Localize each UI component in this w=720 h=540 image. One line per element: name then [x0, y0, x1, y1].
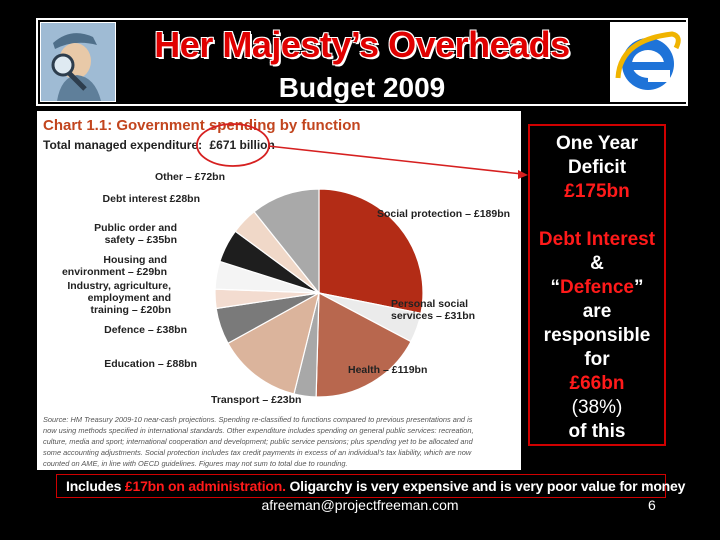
info-defence-line — [530, 276, 664, 300]
footer-note — [66, 478, 685, 494]
slide-title: Her Majesty’s Overheads — [154, 24, 570, 65]
slice-label: Debt interest £28bn — [102, 193, 200, 205]
slice-label: Other – £72bn — [154, 171, 225, 183]
info-ampersand: & — [590, 253, 604, 274]
total-expenditure-label: Total managed expenditure: — [43, 138, 203, 152]
quote-close: ” — [633, 277, 644, 298]
slice-label: Education – £88bn — [104, 358, 197, 370]
source-note-line: Source: HM Treasury 2009-10 near-cash projections. Spending re-classified to functions compared to previous presentations and is — [43, 415, 473, 424]
info-line-responsible: responsible — [543, 325, 651, 346]
source-note-line: counted on AME, in line with OECD guidelines. Figures may not sum to total due to rounding. — [43, 459, 348, 468]
page-number: 6 — [648, 497, 656, 513]
info-line-are: are — [582, 301, 612, 322]
deficit-amount: £175bn — [564, 181, 630, 202]
source-note-line: culture, media and sport; international cooperation and development; public service pensions; plus spending yet to be allocated and — [43, 437, 473, 446]
slice-label: Social protection – £189bn — [377, 208, 511, 220]
slice-label: Personal social services – £31bn — [391, 298, 476, 322]
slide-subtitle: Budget 2009 — [278, 72, 446, 103]
slice-label: Housing and environment – £29bn — [61, 254, 167, 278]
deficit-info-box — [528, 124, 666, 446]
slice-label: Public order and safety – £35bn — [94, 222, 177, 246]
quote-open: “ — [550, 277, 561, 298]
source-note-line: some accounting adjustments. Social protection includes tax credit payments in excess of an individual’s tax liability, which are now — [43, 448, 472, 457]
source-note-line: now using methods specified in international standards. Other expenditure includes spending on general public services: recreation, — [43, 426, 474, 435]
footer-post: Oligarchy is very expensive and is very poor value for money — [285, 478, 686, 494]
slice-label: Defence – £38bn — [104, 324, 187, 336]
footer-pre: Includes — [66, 478, 125, 494]
info-line-deficit: Deficit — [567, 157, 627, 178]
chart-title: Chart 1.1: Government spending by function — [43, 117, 361, 134]
info-line-of-this: of this — [568, 421, 626, 442]
info-percentage: (38%) — [571, 397, 623, 418]
info-amount: £66bn — [569, 373, 625, 394]
footer-admin-amount: £17bn on administration. — [124, 478, 286, 494]
info-line-one-year: One Year — [555, 133, 639, 154]
info-debt-interest: Debt Interest — [538, 229, 656, 250]
author-email: afreeman@projectfreeman.com — [261, 497, 459, 513]
info-defence: Defence — [560, 277, 634, 298]
total-expenditure-value: £671 billion — [209, 138, 275, 152]
slice-label: Industry, agriculture, employment and training – £20bn — [67, 280, 171, 316]
info-line-for: for — [584, 349, 610, 370]
slice-label: Transport – £23bn — [211, 394, 302, 406]
slice-label: Health – £119bn — [348, 364, 428, 376]
